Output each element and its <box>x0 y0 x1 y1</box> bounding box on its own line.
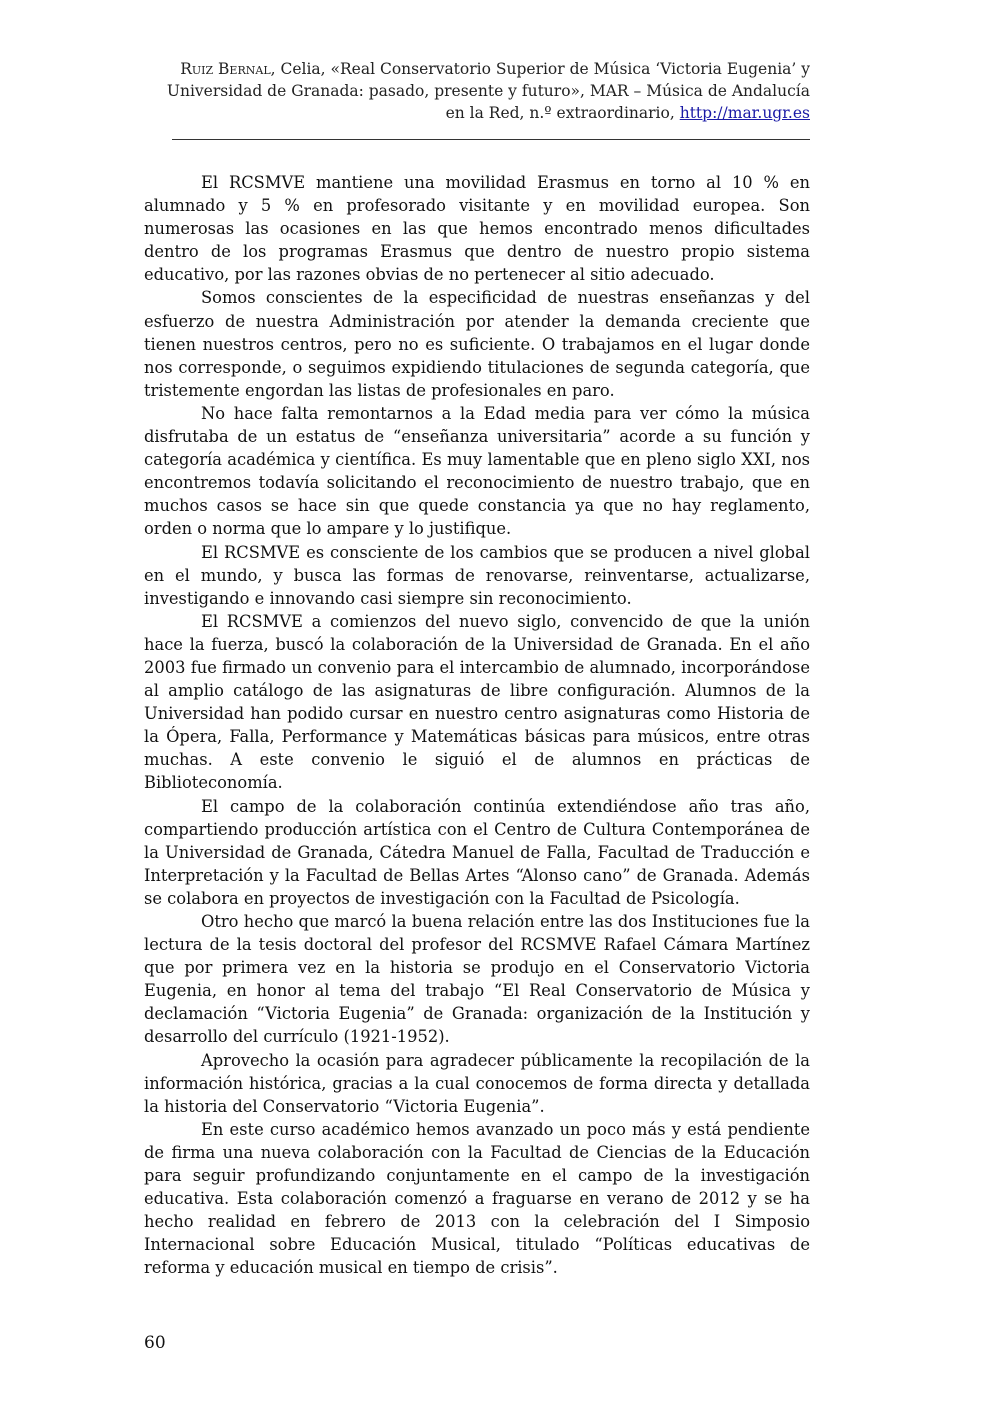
page-number: 60 <box>144 1333 166 1353</box>
header-citation: , Celia, «Real Conservatorio Superior de Música ‘Victoria Eugenia’ y Universidad de Granada: pasado, presente y futuro», MAR – Música de Andalucía en la Red, n.º extraordinario, <box>166 60 810 122</box>
paragraph-1: El RCSMVE mantiene una movilidad Erasmus en torno al 10 % en alumnado y 5 % en profesorado visitante y en movilidad europea. Son numerosas las ocasiones en las que hemos encontrado menos dificultades dentro de los programas Erasmus que dentro de nuestro propio sistema educativo, por las razones obvias de no pertenecer al sitio adecuado. <box>144 173 810 285</box>
article-body <box>144 171 810 1280</box>
paragraph-9: En este curso académico hemos avanzado un poco más y está pendiente de firma una nueva colaboración con la Facultad de Ciencias de la Educación para seguir profundizando conjuntamente en el campo de la investigación educativa. Esta colaboración comenzó a fraguarse en verano de 2012 y se ha hecho realidad en febrero de 2013 con la celebración del I Simposio Internacional sobre Educación Musical, titulado “Políticas educativas de reforma y educación musical en tiempo de crisis”. <box>144 1119 810 1278</box>
paragraph-8: Aprovecho la ocasión para agradecer públicamente la recopilación de la información histórica, gracias a la cual conocemos de forma directa y detallada la historia del Conservatorio “Victoria Eugenia”. <box>144 1050 810 1116</box>
paragraph-4: El RCSMVE es consciente de los cambios que se producen a nivel global en el mundo, y busca las formas de renovarse, reinventarse, actualizarse, investigando e innovando casi siempre sin reconocimiento. <box>144 542 810 608</box>
paragraph-6: El campo de la colaboración continúa extendiéndose año tras año, compartiendo producción artística con el Centro de Cultura Contemporánea de la Universidad de Granada, Cátedra Manuel de Falla, Facultad de Traducción e Interpretación y la Facultad de Bellas Artes “Alonso cano” de Granada. Además se colabora en proyectos de investigación con la Facultad de Psicología. <box>144 796 810 908</box>
paragraph-2: Somos conscientes de la especificidad de nuestras enseñanzas y del esfuerzo de nuestra Administración por atender la demanda creciente que tienen nuestros centros, pero no es suficiente. O trabajamos en el lugar donde nos corresponde, o seguimos expidiendo titulaciones de segunda categoría, que tristemente engordan las listas de profesionales en paro. <box>144 288 810 400</box>
header-link[interactable]: http://mar.ugr.es <box>679 104 810 122</box>
paragraph-7: Otro hecho que marcó la buena relación entre las dos Instituciones fue la lectura de la tesis doctoral del profesor del RCSMVE Rafael Cámara Martínez que por primera vez en la historia se produjo en el Conservatorio Victoria Eugenia, en honor al tema del trabajo “El Real Conservatorio de Música y declamación “Victoria Eugenia” de Granada: organización de la Institución y desarrollo del currículo (1921-1952). <box>144 912 810 1047</box>
paragraph-3: No hace falta remontarnos a la Edad media para ver cómo la música disfrutaba de un estatus de “enseñanza universitaria” acorde a su función y categoría académica y científica. Es muy lamentable que en pleno siglo XXI, nos encontremos todavía solicitando el reconocimiento de nuestro trabajo, que en muchos casos se hace sin que quede constancia ya que no hay reglamento, orden o norma que lo ampare y lo justifique. <box>144 403 810 539</box>
paragraph-5: El RCSMVE a comienzos del nuevo siglo, convencido de que la unión hace la fuerza, buscó la colaboración de la Universidad de Granada. En el año 2003 fue firmado un convenio para el intercambio de alumnado, incorporándose al amplio catálogo de las asignaturas de libre configuración. Alumnos de la Universidad han podido cursar en nuestro centro asignaturas como Historia de la Ópera, Falla, Performance y Matemáticas básicas para músicos, entre otras muchas. A este convenio le siguió el de alumnos en prácticas de Biblioteconomía. <box>144 611 810 793</box>
running-header <box>160 58 810 124</box>
header-rule <box>172 139 810 140</box>
header-author: Ruiz Bernal <box>180 60 271 78</box>
